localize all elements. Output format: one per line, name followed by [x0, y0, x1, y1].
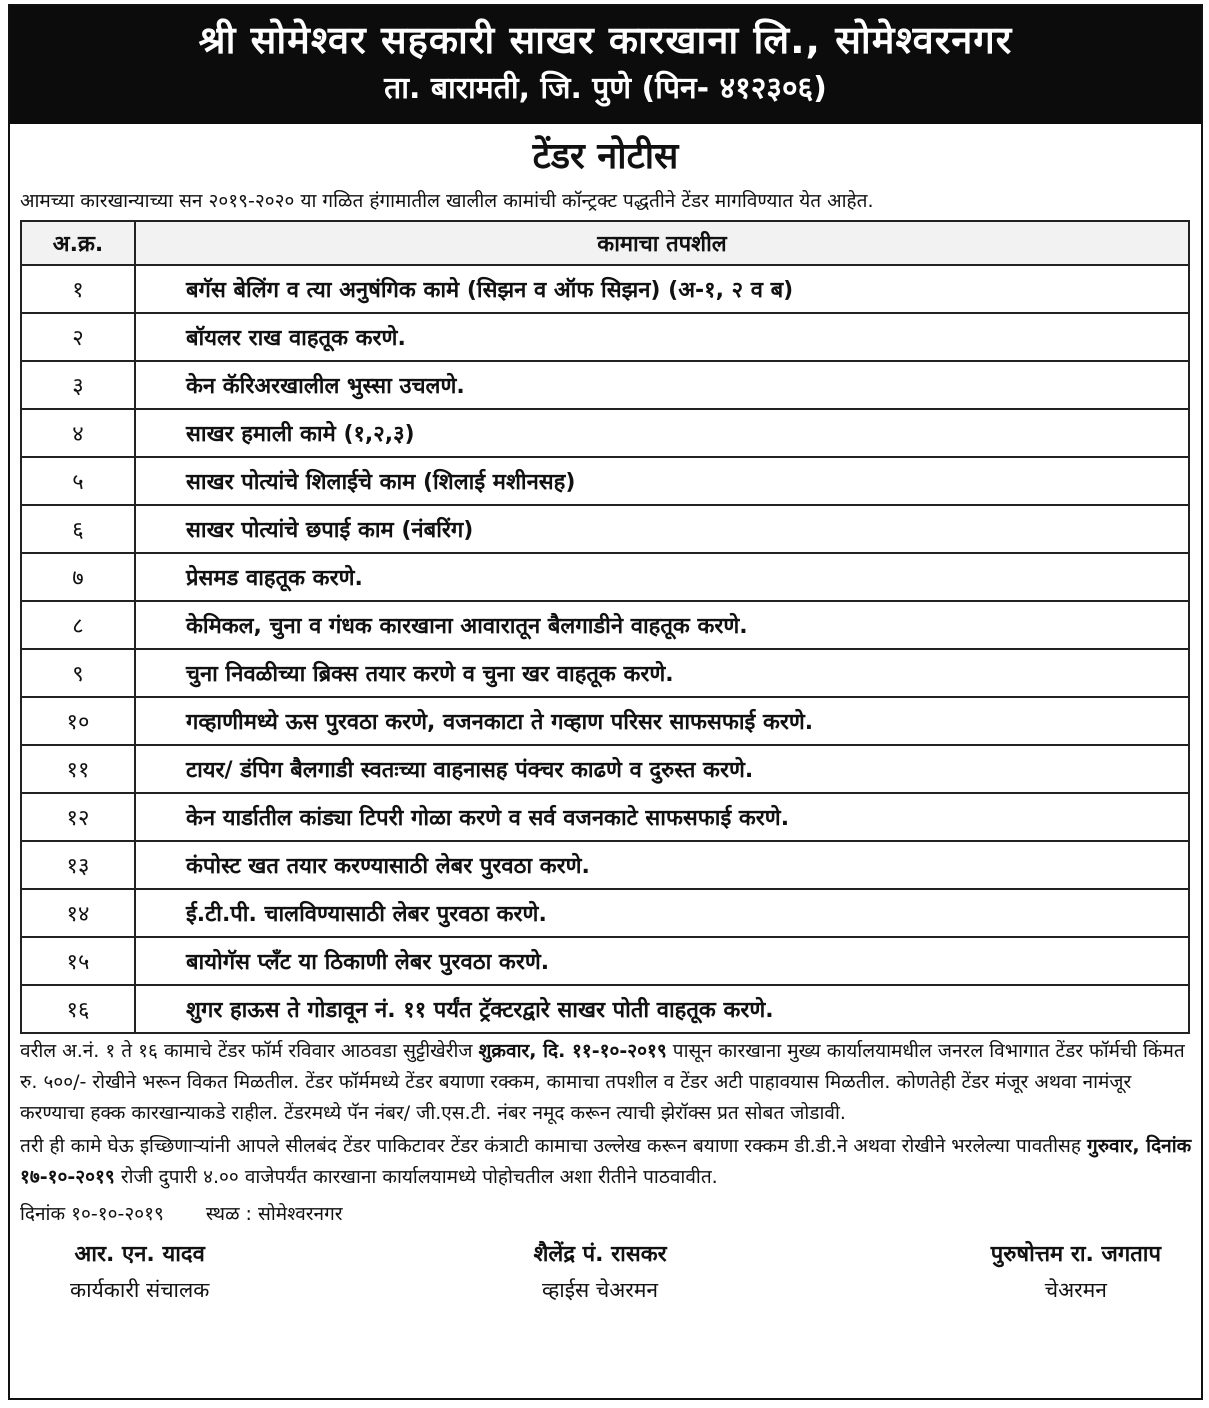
table-row — [21, 985, 1189, 1033]
serial-number-cell: ६ — [21, 505, 135, 553]
table-row — [21, 889, 1189, 937]
table-row — [21, 649, 1189, 697]
notice-date: दिनांक १०-१०-२०१९ — [20, 1203, 164, 1225]
work-description-cell: प्रेसमड वाहतूक करणे. — [135, 553, 1189, 601]
signatory-name: आर. एन. यादव — [74, 1242, 205, 1267]
table-row — [21, 793, 1189, 841]
table-row — [21, 745, 1189, 793]
serial-number-cell: १५ — [21, 937, 135, 985]
tender-notice — [8, 4, 1203, 1400]
organization-name: श्री सोमेश्वर सहकारी साखर कारखाना लि., सोमेश्वरनगर — [198, 18, 1013, 62]
table-row — [21, 937, 1189, 985]
instructions-text-2: पासून कारखाना मुख्य कार्यालयामधील जनरल विभागात टेंडर फॉर्मची किंमत रु. ५००/- रोखीने भरून विकत मिळतील. टेंडर फॉर्ममध्ये टेंडर बयाणा रक्कम, कामाचा तपशील व टेंडर अटी पाहावयास मिळतील. कोणतेही टेंडर मंजूर अथवा नामंजूर करण्याचा हक्क कारखान्याकडे राहील. टेंडरमध्ये पॅन नंबर/ जी.एस.टी. नंबर नमूद करून त्याची झेरॉक्स प्रत सोबत जोडावी. — [20, 1040, 1185, 1124]
header-banner — [10, 6, 1201, 124]
signatory-designation: चेअरमन — [1044, 1278, 1107, 1302]
serial-number-cell: १६ — [21, 985, 135, 1033]
serial-number-cell: १ — [21, 265, 135, 313]
work-description-cell: गव्हाणीमध्ये ऊस पुरवठा करणे, वजनकाटा ते गव्हाण परिसर साफसफाई करणे. — [135, 697, 1189, 745]
work-description-cell: टायर/ डंपिग बैलगाडी स्वतःच्या वाहनासह पंक्चर काढणे व दुरुस्त करणे. — [135, 745, 1189, 793]
submission-text-2: रोजी दुपारी ४.०० वाजेपर्यंत कारखाना कार्यालयामध्ये पोहोचतील अशा रीतीने पाठवावीत. — [114, 1166, 718, 1188]
signatory-vice-chairman — [533, 1237, 666, 1307]
serial-number-cell: ९ — [21, 649, 135, 697]
organization-address: ता. बारामती, जि. पुणे (पिन- ४१२३०६) — [384, 71, 827, 106]
notice-place: स्थळ : सोमेश्वरनगर — [205, 1203, 343, 1225]
work-description-cell: बगॅस बेलिंग व त्या अनुषंगिक कामे (सिझन व ऑफ सिझन) (अ-१, २ व ब) — [135, 265, 1189, 313]
serial-number-cell: ३ — [21, 361, 135, 409]
work-description-cell: साखर हमाली कामे (१,२,३) — [135, 409, 1189, 457]
serial-number-cell: १२ — [21, 793, 135, 841]
signatory-name: शैलेंद्र पं. रासकर — [533, 1242, 667, 1267]
submission-paragraph — [10, 1131, 1201, 1193]
work-description-cell: चुना निवळीच्या ब्रिक्स तयार करणे व चुना खर वाहतूक करणे. — [135, 649, 1189, 697]
work-description-cell: केन यार्डातील कांड्या टिपरी गोळा करणे व सर्व वजनकाटे साफसफाई करणे. — [135, 793, 1189, 841]
table-row — [21, 601, 1189, 649]
serial-number-cell: ८ — [21, 601, 135, 649]
work-description-cell: शुगर हाऊस ते गोडावून नं. ११ पर्यंत ट्रॅक्टरद्वारे साखर पोती वाहतूक करणे. — [135, 985, 1189, 1033]
signatory-name: पुरुषोत्तम रा. जगताप — [990, 1242, 1161, 1267]
table-row — [21, 505, 1189, 553]
submission-deadline: गुरुवार, दिनांक १७-१०-२०१९ — [20, 1135, 1192, 1188]
work-description-cell: कंपोस्ट खत तयार करण्यासाठी लेबर पुरवठा करणे. — [135, 841, 1189, 889]
table-row — [21, 265, 1189, 313]
serial-number-cell: १४ — [21, 889, 135, 937]
work-description-cell: केन कॅरिअरखालील भुस्सा उचलणे. — [135, 361, 1189, 409]
serial-number-cell: ७ — [21, 553, 135, 601]
table-row — [21, 841, 1189, 889]
work-description-cell: बॉयलर राख वाहतूक करणे. — [135, 313, 1189, 361]
intro-text: आमच्या कारखान्याच्या सन २०१९-२०२० या गळित हंगामातील खालील कामांची कॉन्ट्रक्ट पद्धतीने टेंडर मागविण्यात येत आहेत. — [20, 190, 874, 212]
serial-number-cell: १० — [21, 697, 135, 745]
table-row — [21, 409, 1189, 457]
table-row — [21, 457, 1189, 505]
table-row — [21, 313, 1189, 361]
column-header-description: कामाचा तपशील — [135, 221, 1189, 265]
date-place-line — [10, 1197, 1201, 1231]
signatory-executive-director — [70, 1237, 209, 1307]
serial-number-cell: २ — [21, 313, 135, 361]
signatory-chairman — [991, 1237, 1161, 1307]
work-description-cell: केमिकल, चुना व गंधक कारखाना आवारातून बैलगाडीने वाहतूक करणे. — [135, 601, 1189, 649]
work-description-cell: साखर पोत्यांचे शिलाईचे काम (शिलाई मशीनसह) — [135, 457, 1189, 505]
table-row — [21, 361, 1189, 409]
table-header-row — [21, 221, 1189, 265]
table-body — [21, 265, 1189, 1033]
submission-text-1: तरी ही कामे घेऊ इच्छिणाऱ्यांनी आपले सीलबंद टेंडर पाकिटावर टेंडर कंत्राटी कामाचा उल्लेख करून बयाणा रक्कम डी.डी.ने अथवा रोखीने भरलेल्या पावतीसह — [20, 1135, 1087, 1157]
signatory-designation: कार्यकारी संचालक — [70, 1278, 210, 1302]
table-row — [21, 697, 1189, 745]
works-table — [20, 220, 1190, 1034]
instructions-paragraph — [10, 1036, 1201, 1129]
column-header-serial: अ.क्र. — [21, 221, 135, 265]
table-row — [21, 553, 1189, 601]
notice-title: टेंडर नोटीस — [532, 136, 679, 177]
work-description-cell: ई.टी.पी. चालविण्यासाठी लेबर पुरवठा करणे. — [135, 889, 1189, 937]
serial-number-cell: ११ — [21, 745, 135, 793]
signatory-designation: व्हाईस चेअरमन — [542, 1278, 659, 1302]
serial-number-cell: ५ — [21, 457, 135, 505]
instructions-text-1: वरील अ.नं. १ ते १६ कामाचे टेंडर फॉर्म रविवार आठवडा सुट्टीखेरीज — [20, 1040, 479, 1062]
signatories — [10, 1237, 1201, 1307]
serial-number-cell: १३ — [21, 841, 135, 889]
form-availability-date: शुक्रवार, दि. ११-१०-२०१९ — [478, 1040, 667, 1062]
work-description-cell: साखर पोत्यांचे छपाई काम (नंबरिंग) — [135, 505, 1189, 553]
work-description-cell: बायोगॅस प्लँट या ठिकाणी लेबर पुरवठा करणे. — [135, 937, 1189, 985]
serial-number-cell: ४ — [21, 409, 135, 457]
